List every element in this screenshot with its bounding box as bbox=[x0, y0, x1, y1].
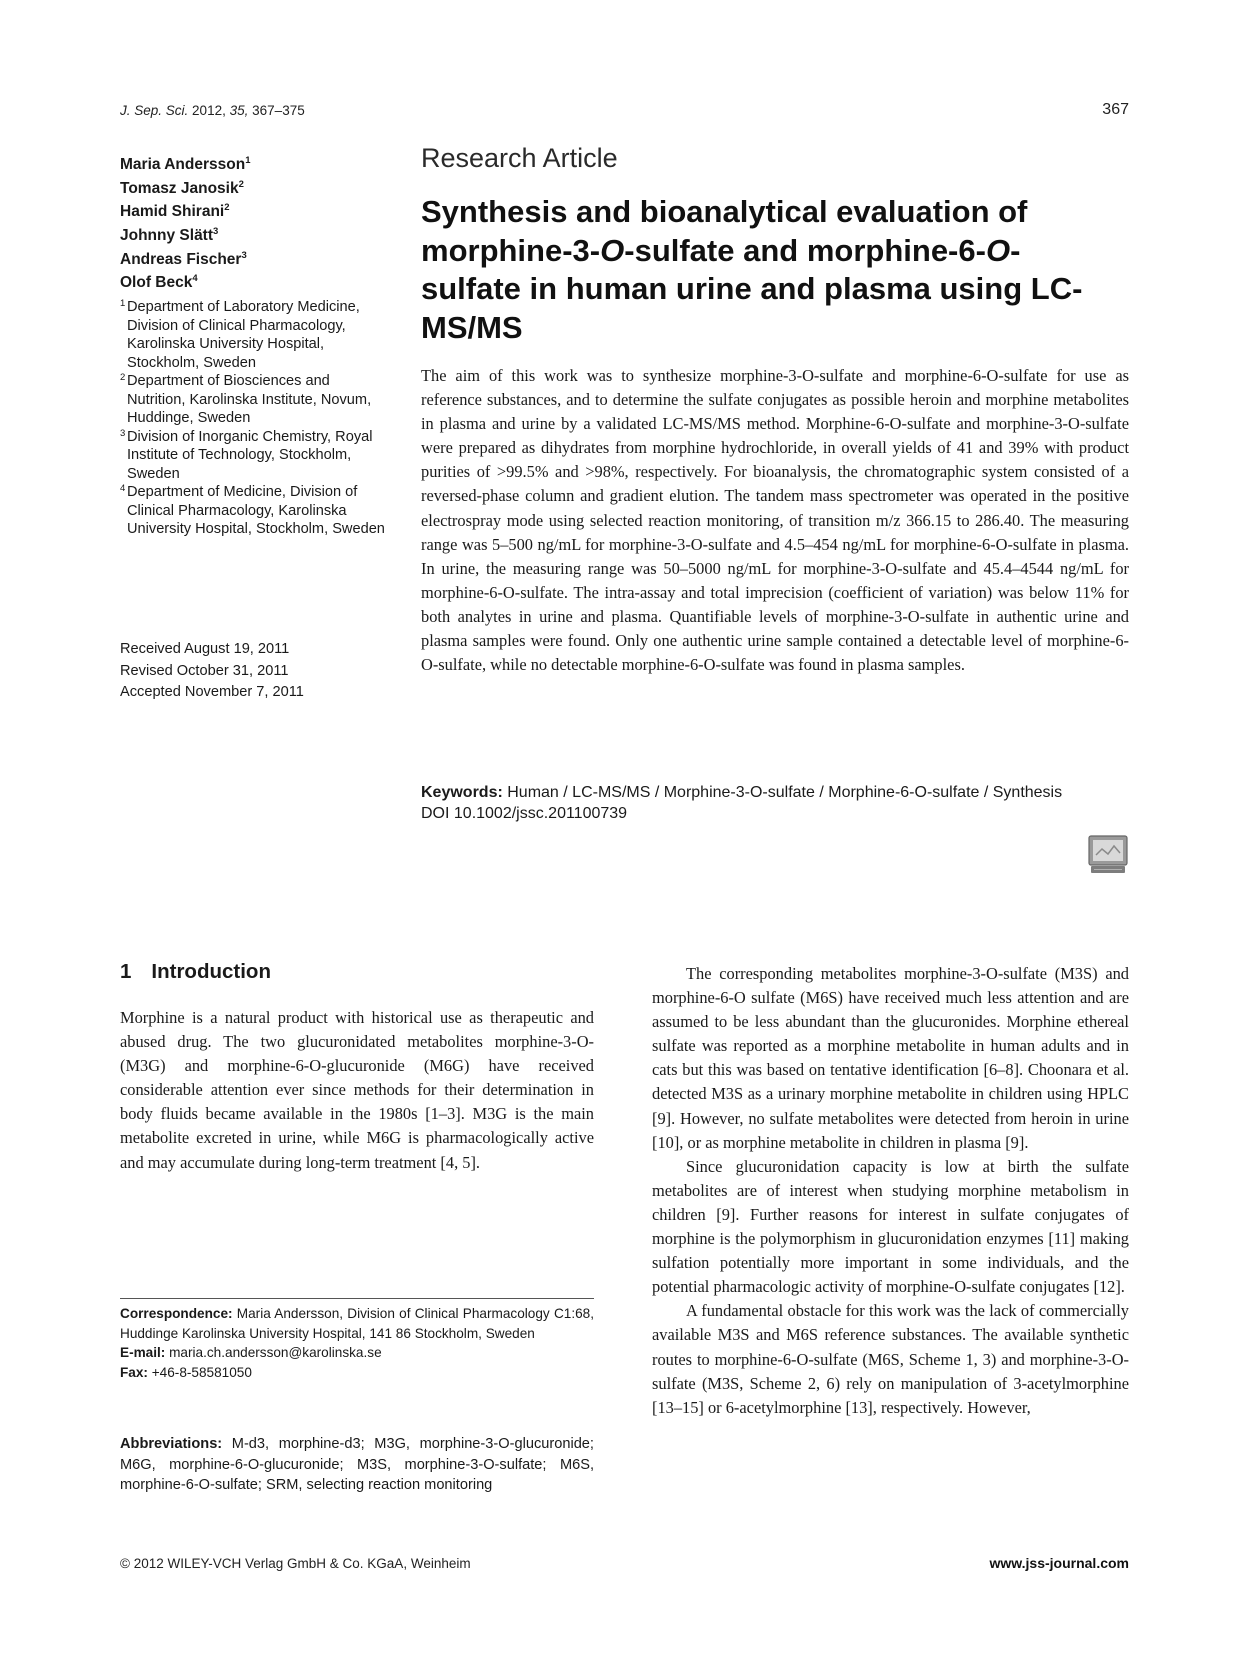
section-heading-introduction: 1 Introduction bbox=[120, 960, 271, 983]
received-date: Received August 19, 2011 bbox=[120, 641, 290, 657]
copyright-notice: © 2012 WILEY-VCH Verlag GmbH & Co. KGaA, Weinheim bbox=[120, 1556, 471, 1571]
journal-year: 2012, bbox=[192, 103, 226, 118]
abbreviations: Abbreviations: M-d3, morphine-d3; M3G, morphine-3-O-glucuronide; M6G, morphine-6-O-glucuronide; M3S, morphine-3-O-sulfate; M6S, morphine-6-O-sulfate; SRM, selecting reaction monitoring bbox=[120, 1436, 594, 1493]
affiliation: 3 Division of Inorganic Chemistry, Royal Institute of Technology, Stockholm, Sweden bbox=[120, 427, 373, 482]
journal-volume: 35, bbox=[229, 103, 249, 118]
journal-pages: 367–375 bbox=[252, 103, 305, 118]
author: Olof Beck$^4$ bbox=[120, 273, 198, 292]
author: Andreas Fischer$^3$ bbox=[120, 249, 247, 268]
paragraph: Morphine is a natural product with historical use as therapeutic and abused drug. The two glucuronidated metabolites morphine-3-O- (M3G) and morphine-6-O-glucuronide (M6G) have received considerable attention ever since methods for their determination in body fluids became available in the 1980s [1–3]. M3G is the main metabolite excreted in urine, while M6G is pharmacologically active and may accumulate during long-term treatment [4, 5]. bbox=[120, 1008, 594, 1172]
affiliation: 4 Department of Medicine, Division of Clinical Pharmacology, Karolinska University Hospital, Stockholm, Sweden bbox=[120, 483, 385, 537]
journal-abbrev: J. Sep. Sci. bbox=[120, 103, 189, 118]
intro-right-column bbox=[652, 962, 1129, 1420]
accepted-date: Accepted November 7, 2011 bbox=[120, 684, 304, 700]
intro-left-column bbox=[120, 1006, 594, 1175]
correspondence: Correspondence: Maria Andersson, Division of Clinical Pharmacology C1:68, Huddinge Karolinska University Hospital, 141 86 Stockholm, Sweden E-mail: maria.ch.andersson@karolinska.se Fax: +46-8-58581050 bbox=[120, 1306, 594, 1380]
abstract: The aim of this work was to synthesize morphine-3-O-sulfate and morphine-6-O-sulfate for use as reference substances, and to determine the sulfate conjugates as possible heroin and morphine metabolites in plasma and urine by a validated LC-MS/MS method. Morphine-6-O-sulfate and morphine-3-O-sulfate were prepared as dihydrates from morphine hydrochloride, in overall yields of 41 and 39% with product purities of >99.5% and >98%, respectively. For bioanalysis, the chromatographic system consisted of a reversed-phase column and gradient elution. The tandem mass spectrometer was operated in the positive electrospray mode using selected reaction monitoring, of transition m/z 366.15 to 286.40. The measuring range was 5–500 ng/mL for morphine-3-O-sulfate and 4.5–454 ng/mL for morphine-6-O-sulfate in plasma. In urine, the measuring range was 50–5000 ng/mL for morphine-3-O-sulfate and 45.4–4544 ng/mL for morphine-6-O-sulfate. The intra-assay and total imprecision (coefficient of variation) was below 11% for both analytes in urine and plasma. Quantifiable levels of morphine-3-O-sulfate in authentic urine and plasma samples were found. Only one authentic urine sample contained a detectable level of morphine-6-O-sulfate, while no detectable morphine-6-O-sulfate was found in plasma samples. bbox=[421, 366, 1129, 675]
author: Hamid Shirani$^2$ bbox=[120, 202, 230, 221]
keywords-label: Keywords: bbox=[421, 784, 503, 801]
running-head bbox=[120, 103, 305, 118]
footnote-divider bbox=[120, 1298, 594, 1299]
revised-date: Revised October 31, 2011 bbox=[120, 662, 289, 679]
author: Maria Andersson$^1$ bbox=[120, 155, 251, 174]
paragraph: A fundamental obstacle for this work was the lack of commercially available M3S and M6S reference substances. The available synthetic routes to morphine-6-O-sulfate (M6S, Scheme 1, 3) and morphine-3-O-sulfate (M3S, Scheme 2, 6) rely on manipulation of 3-acetylmorphine [13–15] or 6-acetylmorphine [13], respectively. However, bbox=[652, 1301, 1129, 1417]
paragraph: Since glucuronidation capacity is low at birth the sulfate metabolites are of interest when studying morphine metabolism in children [9]. Further reasons for interest in sulfate conjugates of morphine is the polymorphism in glucuronidation enzymes [11] making sulfation potentially more important in some individuals, and the potential pharmacologic activity of morphine-O-sulfate conjugates [12]. bbox=[652, 1156, 1129, 1297]
keywords-block bbox=[421, 782, 1131, 824]
article-dates bbox=[120, 639, 390, 704]
affiliation: 2 Department of Biosciences and Nutrition, Karolinska Institute, Novum, Huddinge, Sweden bbox=[120, 372, 372, 426]
author: Johnny Slätt$^3$ bbox=[120, 225, 219, 245]
author-list bbox=[120, 151, 380, 293]
fax-number: +46-8-58581050 bbox=[151, 1364, 252, 1380]
page-number: 367 bbox=[1102, 101, 1129, 118]
paragraph: The corresponding metabolites morphine-3-O-sulfate (M3S) and morphine-6-O sulfate (M6S) have received much less attention and are assumed to be less abundant than the glucuronides. Morphine ethereal sulfate was reported as a morphine metabolite in human adults and in cats but this was based on tentative identification [6–8]. Choonara et al. detected M3S as a urinary morphine metabolite in children using HPLC [9]. However, no sulfate metabolites were detected from heroin in urine [10], or as morphine metabolite in children in plasma [9]. bbox=[652, 964, 1129, 1152]
article-title: Synthesis and bioanalytical evaluation of morphine-3-O-sulfate and morphine-6-O-sulfate in human urine and plasma using LC-MS/MS bbox=[421, 194, 1083, 345]
author: Tomasz Janosik$^2$ bbox=[120, 178, 244, 197]
supporting-information-icon[interactable] bbox=[1088, 835, 1128, 875]
journal-url[interactable]: www.jss-journal.com bbox=[989, 1555, 1129, 1571]
doi[interactable]: DOI 10.1002/jssc.201100739 bbox=[421, 805, 628, 822]
affiliation-list bbox=[120, 298, 390, 539]
article-type: Research Article bbox=[421, 143, 618, 173]
email-link[interactable]: maria.ch.andersson@karolinska.se bbox=[169, 1345, 382, 1360]
affiliation: 1 Department of Laboratory Medicine, Division of Clinical Pharmacology, Karolinska University Hospital, Stockholm, Sweden bbox=[120, 298, 360, 371]
keywords-text: Human / LC-MS/MS / Morphine-3-O-sulfate / Morphine-6-O-sulfate / Synthesis bbox=[507, 784, 1063, 801]
